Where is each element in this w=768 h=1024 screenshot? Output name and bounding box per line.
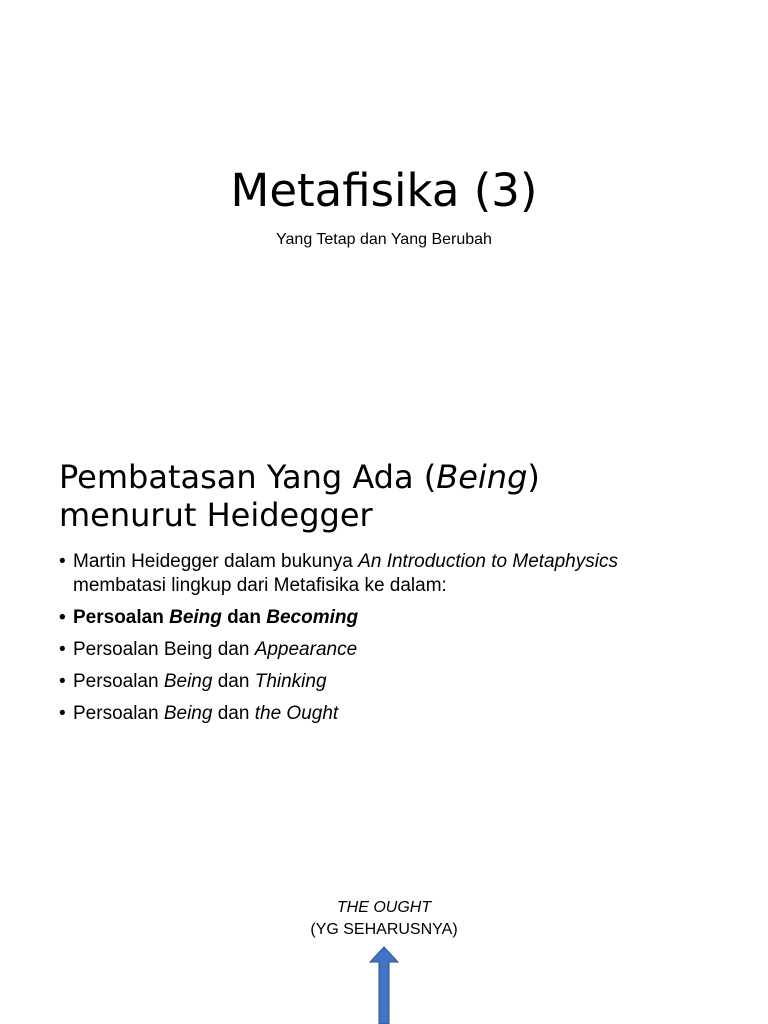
bullet-list xyxy=(59,550,739,734)
bullet-text: dan xyxy=(221,607,267,628)
bullet-glyph: • xyxy=(59,607,66,628)
heading-text-after: ) xyxy=(527,458,540,496)
bullet-text: Persoalan Being dan xyxy=(73,639,255,660)
heading-text-italic: Being xyxy=(436,458,528,496)
diagram-label-title: THE OUGHT xyxy=(336,899,432,916)
bullet-text: Persoalan xyxy=(73,671,164,692)
bullet-italic: Thinking xyxy=(254,671,327,692)
bullet-text: Persoalan xyxy=(73,607,170,628)
bullet-glyph: • xyxy=(59,671,66,692)
bullet-glyph: • xyxy=(59,639,66,660)
list-item xyxy=(59,702,739,726)
book-title: An Introduction to Metaphysics xyxy=(358,551,618,572)
bullet-text: Persoalan xyxy=(73,703,164,724)
diagram-label xyxy=(0,897,768,941)
list-item xyxy=(59,638,739,662)
list-item xyxy=(59,550,739,598)
up-arrow-shape xyxy=(370,947,398,1024)
up-arrow-icon xyxy=(369,946,399,1024)
slide-subtitle: Yang Tetap dan Yang Berubah xyxy=(276,231,492,248)
bullet-text: Martin Heidegger dalam bukunya xyxy=(73,551,359,572)
bullet-italic: Becoming xyxy=(266,607,359,628)
bullet-text: dan xyxy=(212,671,255,692)
list-item xyxy=(59,606,739,630)
bullet-italic: Being xyxy=(163,671,213,692)
bullet-italic: the Ought xyxy=(254,703,339,724)
bullet-italic: Being xyxy=(169,607,222,628)
bullet-italic: Appearance xyxy=(254,639,358,660)
section-heading xyxy=(59,458,739,534)
bullet-text-line2: membatasi lingkup dari Metafisika ke dalam: xyxy=(73,575,447,596)
bullet-glyph: • xyxy=(59,551,66,572)
list-item xyxy=(59,670,739,694)
heading-text-line2: menurut Heidegger xyxy=(59,496,373,534)
slide-title: Metafisika (3) xyxy=(230,164,538,217)
bullet-text: dan xyxy=(212,703,255,724)
bullet-glyph: • xyxy=(59,703,66,724)
heading-text-before: Pembatasan Yang Ada ( xyxy=(59,458,437,496)
bullet-italic: Being xyxy=(163,703,213,724)
diagram-label-sub: (YG SEHARUSNYA) xyxy=(310,921,458,938)
